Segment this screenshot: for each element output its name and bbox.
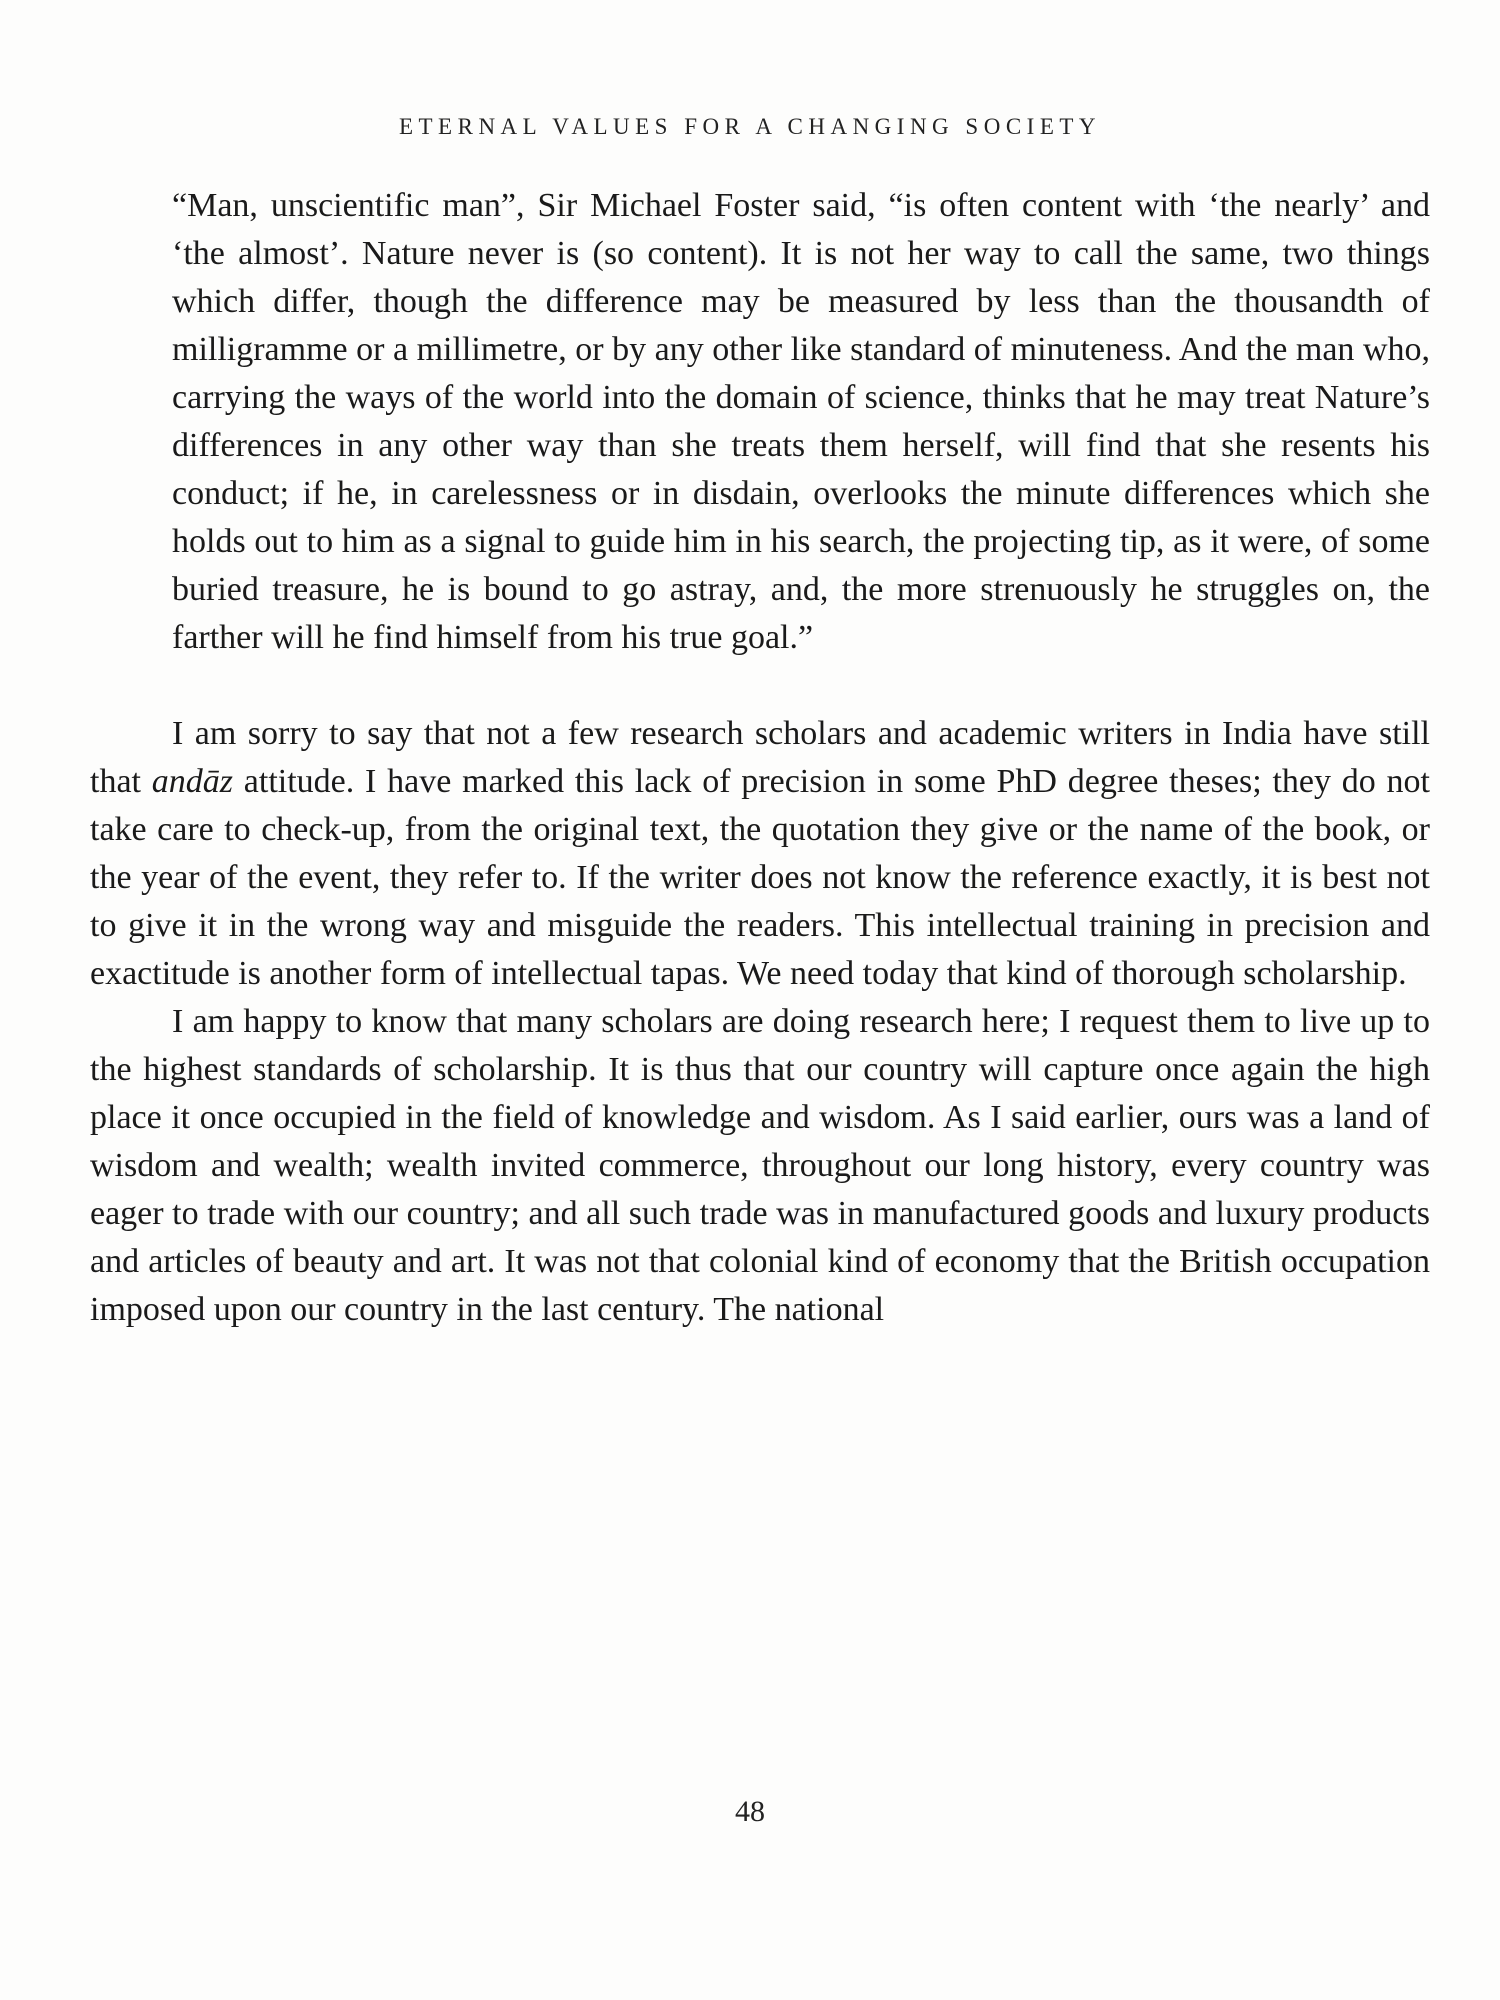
page-number: 48: [735, 1795, 765, 1828]
body-text: [90, 182, 1430, 1334]
running-head: ETERNAL VALUES FOR A CHANGING SOCIETY: [398, 114, 1102, 139]
paragraph-scholarship: I am happy to know that many scholars are doing research here; I request them to live up to the highest standards of scholarship. It is thus that our country will capture once again the high place it once occupied in the field of knowledge and wisdom. As I said earlier, ours was a land of wisdom and wealth; wealth invited commerce, throughout our long history, every country was eager to trade with our country; and all such trade was in manufactured goods and luxury products and articles of beauty and art. It was not that colonial kind of economy that the British occupation imposed upon our country in the last century. The national: [90, 1003, 1430, 1328]
paragraph-precision-end: attitude. I have marked this lack of precision in some PhD degree theses; they do not take care to check-up, from the original text, the quotation they give or the name of the book, or the year of the event, they refer to. If the writer does not know the reference exactly, it is best not to give it in the wrong way and misguide the readers. This intellectual training in precision and exactitude is another form of intellectual tapas. We need today that kind of thorough scholarship.: [90, 763, 1431, 992]
paragraph-precision-start: I am sorry to say that not a few research scholars and academic writers in India have still that: [90, 715, 1430, 800]
paragraph-precision: [90, 710, 1430, 998]
italic-term-andaz: andāz: [151, 763, 234, 800]
block-quote: “Man, unscientific man”, Sir Michael Foster said, “is often content with ‘the nearly’ and ‘the almost’. Nature never is (so content). It is not her way to call the same, two things which differ, though the difference may be measured by less than the thousandth of milligramme or a millimetre, or by any other like standard of minuteness. And the man who, carrying the ways of the world into the domain of science, thinks that he may treat Nature’s differences in any other way than she treats them herself, will find that she resents his conduct; if he, in carelessness or in disdain, overlooks the minute differences which she holds out to him as a signal to guide him in his search, the projecting tip, as it were, of some buried treasure, he is bound to go astray, and, the more strenuously he struggles on, the farther will he find himself from his true goal.”: [172, 187, 1430, 656]
